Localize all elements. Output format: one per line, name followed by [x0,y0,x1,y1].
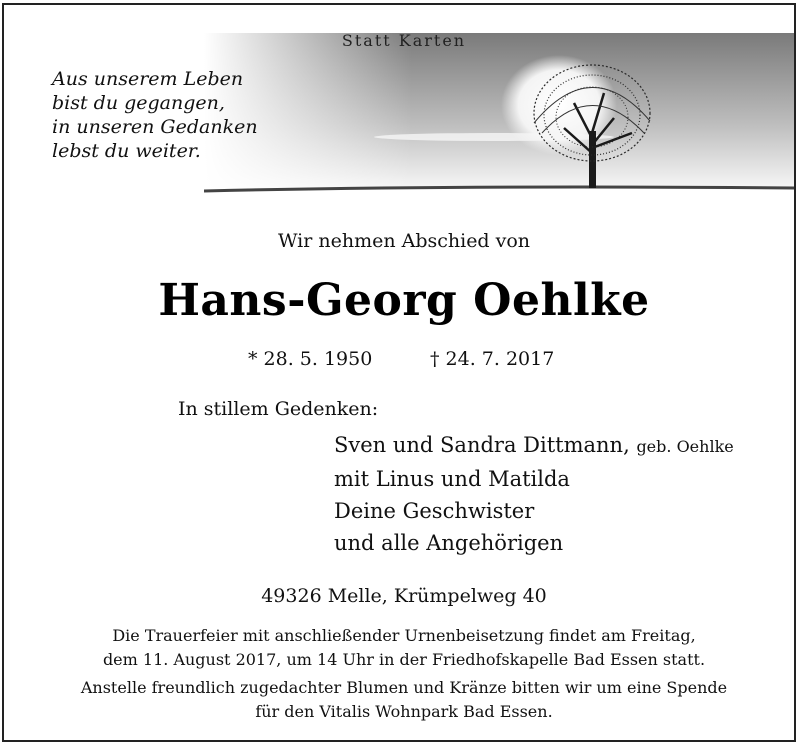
statt-karten-label: Statt Karten [341,31,467,50]
birth-date: * 28. 5. 1950 [248,348,373,370]
mourners-heading: In stillem Gedenken: [178,398,379,420]
maiden-name-note: geb. Oehlke [636,437,734,456]
address: 49326 Melle, Krümpelweg 40 [261,585,547,607]
poem-line: Aus unserem Leben [52,68,244,90]
mourner-line: mit Linus und Matilda [334,467,570,491]
mourner-names: Sven und Sandra Dittmann, [334,433,630,457]
mourner-line [334,429,734,463]
intro-text: Wir nehmen Abschied von [277,230,531,252]
mourner-line: Deine Geschwister [334,499,535,523]
poem-line: bist du gegangen, [52,92,225,114]
obituary-card [2,3,796,742]
mourner-line: und alle Angehörigen [334,531,564,555]
poem-line: lebst du weiter. [52,140,201,162]
mourners-list [334,429,734,559]
tree-landscape-illustration [204,33,796,203]
notice-line: Anstelle freundlich zugedachter Blumen und Kränze bitten wir um eine Spende [80,678,728,697]
deceased-name: Hans-Georg Oehlke [158,275,650,326]
notice-line: dem 11. August 2017, um 14 Uhr in der Friedhofskapelle Bad Essen statt. [102,650,706,669]
death-date: † 24. 7. 2017 [430,348,555,370]
poem [52,67,258,163]
notice-line: Die Trauerfeier mit anschließender Urnenbeisetzung findet am Freitag, [112,626,696,645]
funeral-notice [4,624,796,724]
notice-line: für den Vitalis Wohnpark Bad Essen. [255,702,553,721]
poem-line: in unseren Gedanken [52,116,258,138]
